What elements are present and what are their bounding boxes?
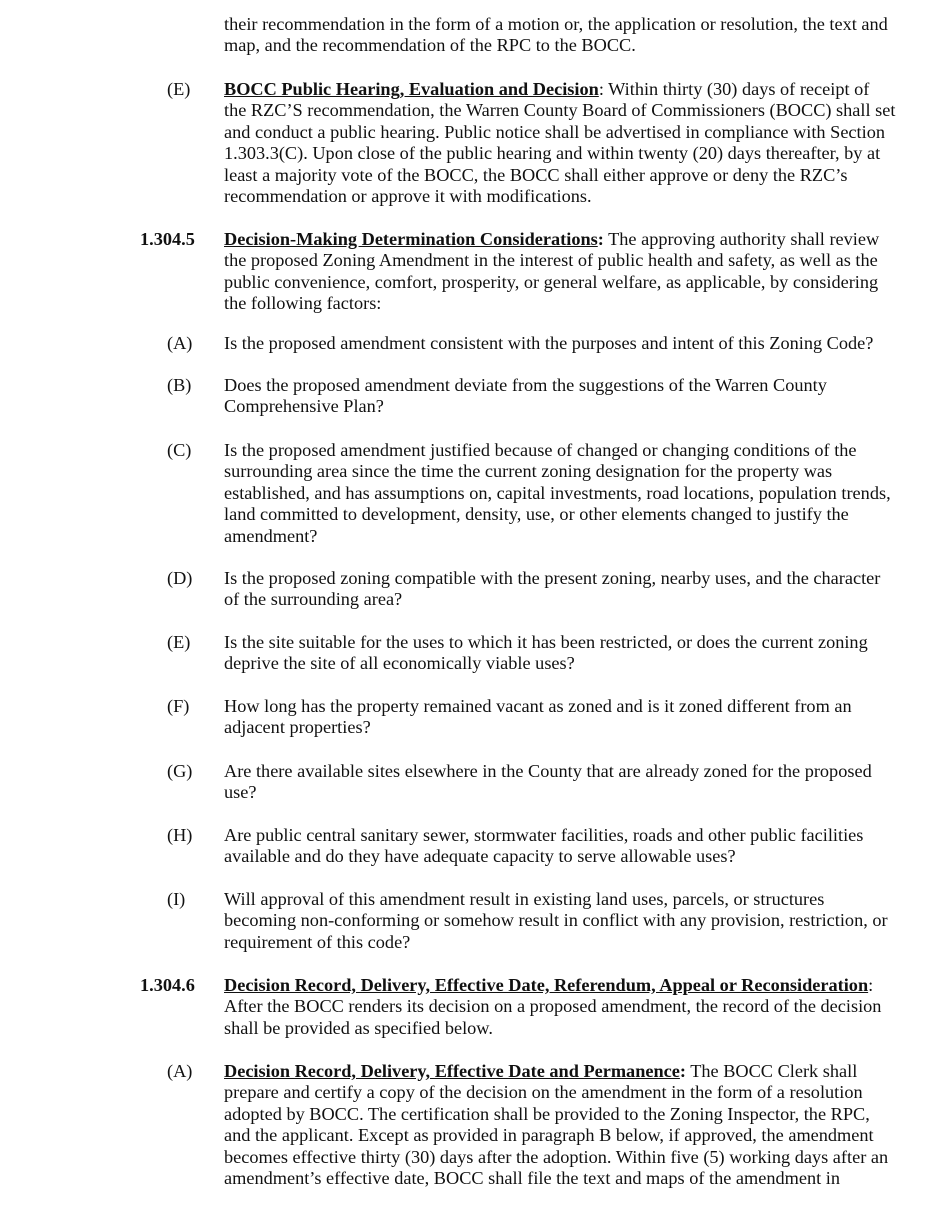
factor-text: Is the proposed amendment justified because of changed or changing conditions of the surrounding area since the time the current zoning designation for the property was established, and has assumptions on, capital investments, road locations, population trends, land committed to development, density, use, or other elements changed to justify the amendment? (224, 440, 891, 546)
section-1-304-6-paragraph (224, 975, 896, 1039)
factor-label: (A) (167, 333, 193, 353)
section-number-1-304-5: 1.304.5 (140, 229, 195, 249)
sub-a-sep: : (679, 1061, 686, 1081)
item-e-sep: : (598, 79, 604, 99)
factor-label: (I) (167, 889, 186, 909)
sub-a-paragraph (224, 1061, 896, 1189)
factor-label: (G) (167, 761, 193, 781)
factor-label: (E) (167, 632, 191, 652)
section-number-1-304-6: 1.304.6 (140, 975, 195, 995)
sub-a-heading: Decision Record, Delivery, Effective Date and Permanence (224, 1061, 680, 1081)
item-e-paragraph (224, 79, 896, 207)
intro-paragraph: their recommendation in the form of a motion or, the application or resolution, the text and map, and the recommendation of the RPC to the BOCC. (224, 14, 888, 56)
factor-text: Is the site suitable for the uses to which it has been restricted, or does the current zoning deprive the site of all economically viable uses? (224, 632, 868, 674)
factor-text: Is the proposed amendment consistent with the purposes and intent of this Zoning Code? (224, 333, 874, 353)
section-1-304-5-sep: : (597, 229, 604, 249)
sub-a-label: (A) (167, 1061, 193, 1081)
item-e-heading: BOCC Public Hearing, Evaluation and Decision (224, 79, 599, 99)
factor-text: Are there available sites elsewhere in the County that are already zoned for the proposed use? (224, 761, 872, 803)
section-1-304-5-body: The approving authority shall review the proposed Zoning Amendment in the interest of public health and safety, as well as the public convenience, comfort, prosperity, or general welfare, as applicable, by considering the following factors: (224, 229, 880, 314)
factor-text: How long has the property remained vacant as zoned and is it zoned different from an adjacent properties? (224, 696, 852, 738)
factor-text: Are public central sanitary sewer, stormwater facilities, roads and other public facilities available and do they have adequate capacity to serve allowable uses? (224, 825, 864, 867)
factor-label: (D) (167, 568, 193, 588)
factor-label: (F) (167, 696, 190, 716)
section-1-304-5-paragraph (224, 229, 896, 315)
factor-label: (H) (167, 825, 193, 845)
factor-text: Does the proposed amendment deviate from the suggestions of the Warren County Comprehensive Plan? (224, 375, 827, 417)
section-1-304-5-heading: Decision-Making Determination Considerations (224, 229, 598, 249)
factor-label: (B) (167, 375, 192, 395)
sub-a-body: The BOCC Clerk shall prepare and certify a copy of the decision on the amendment in the form of a resolution adopted by BOCC. The certification shall be provided to the Zoning Inspector, the RPC, and the applicant. Except as provided in paragraph B below, if approved, the amendment becomes effective thirty (30) days after the adoption. Within five (5) working days after an amendment’s effective date, BOCC shall file the text and maps of the amendment in (224, 1061, 889, 1189)
section-1-304-6-body: After the BOCC renders its decision on a proposed amendment, the record of the decision shall be provided as specified below. (224, 996, 882, 1038)
section-1-304-6-heading: Decision Record, Delivery, Effective Date, Referendum, Appeal or Reconsideration (224, 975, 869, 995)
item-e-body: Within thirty (30) days of receipt of the RZC’S recommendation, the Warren County Board of Commissioners (BOCC) shall set and conduct a public hearing. Public notice shall be advertised in compliance with Section 1.303.3(C). Upon close of the public hearing and within twenty (20) days thereafter, by at least a majority vote of the BOCC, the BOCC shall either approve or deny the RZC’s recommendation or approve it with modifications. (224, 79, 896, 207)
factor-text: Is the proposed zoning compatible with the present zoning, nearby uses, and the character of the surrounding area? (224, 568, 881, 610)
factor-text: Will approval of this amendment result in existing land uses, parcels, or structures becoming non-conforming or somehow result in conflict with any provision, restriction, or requirement of this code? (224, 889, 888, 952)
factor-label: (C) (167, 440, 192, 460)
section-1-304-6-sep: : (868, 975, 874, 995)
item-label-e: (E) (167, 79, 191, 99)
